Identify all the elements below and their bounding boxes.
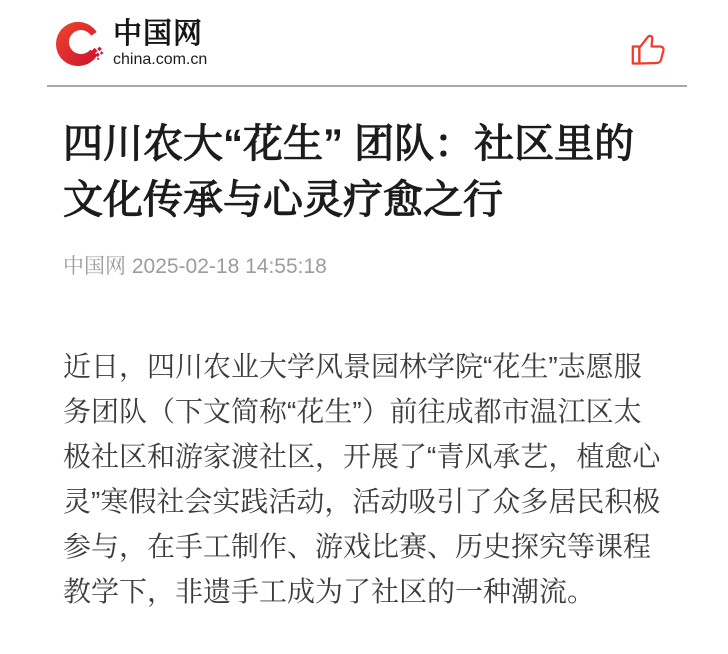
site-logo[interactable] [54,19,207,69]
thumbs-up-icon [629,55,669,70]
site-name: 中国网 [113,18,204,50]
brand-text [113,19,207,69]
site-domain: china.com.cn [113,51,208,68]
like-button[interactable] [629,31,669,67]
china-net-logo-icon [54,19,106,69]
article-publish-time: 2025-02-18 14:55:18 [131,255,327,278]
article-body: 近日，四川农业大学风景园林学院“花生”志愿服务团队（下文简称“花生”）前往成都市温江区太极社区和游家渡社区，开展了“青风承艺，植愈心灵”寒假社会实践活动，活动吸引了众多居民积极参与，在手工制作、游戏比赛、历史探究等课程教学下，非遗手工成为了社区的一种潮流。 [63,351,661,607]
article-byline [63,253,675,281]
site-header [47,0,687,87]
article-main [0,116,728,614]
article-source: 中国网 [63,255,126,278]
article-title: 四川农大“花生” 团队：社区里的文化传承与心灵疗愈之行 [63,122,635,222]
